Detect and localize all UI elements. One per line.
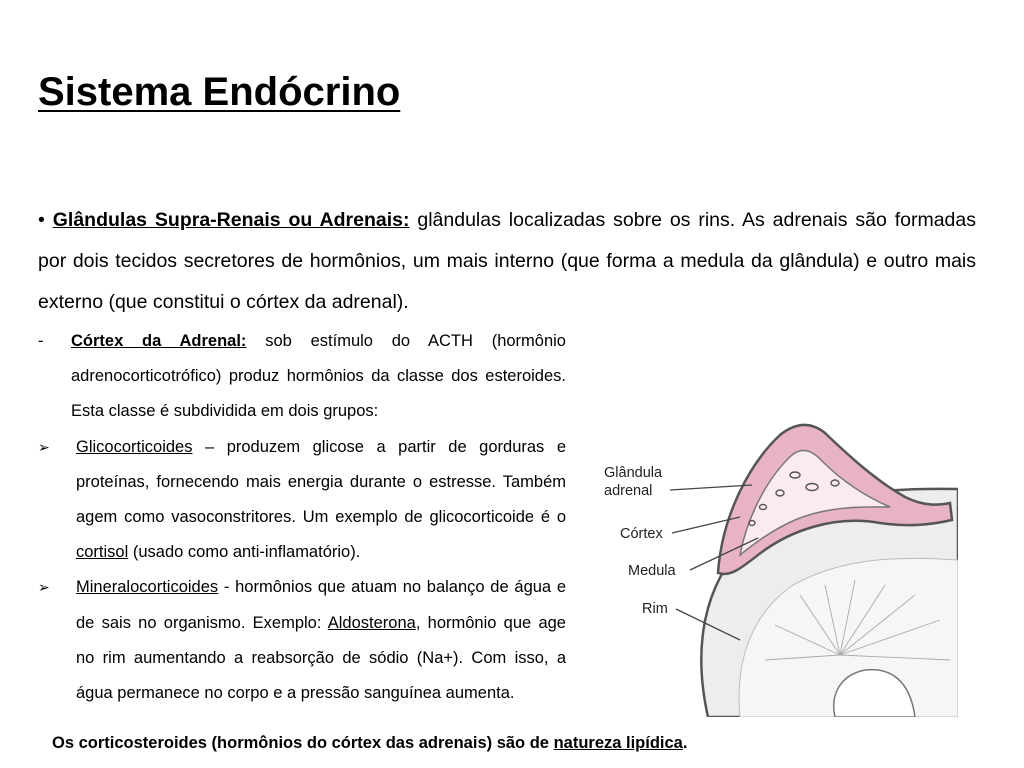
label-rim: Rim: [642, 601, 668, 617]
mineralocorticoides-text: - hormônios que atuam no balanço de água e de sais no organismo. Exemplo:: [76, 578, 566, 632]
glicocorticoides-text: – produzem glicose a partir de gorduras e proteínas, fornecendo mais energia durante o estresse. Também agem como vasoconstritores. Um exemplo de glicocorticoide é o: [76, 437, 566, 527]
glicocorticoides-term: Glicocorticoides: [76, 437, 193, 456]
cortisol-example: cortisol: [76, 543, 129, 562]
intro-bullet: •: [38, 209, 45, 231]
mineralocorticoides-term: Mineralocorticoides: [76, 578, 219, 597]
cortex-item: [38, 324, 566, 430]
label-medula: Medula: [628, 563, 676, 579]
footer-highlight: natureza lipídica: [553, 734, 683, 752]
mineralocorticoides-item: [38, 570, 566, 711]
footer-text: Os corticosteroides (hormônios do córtex das adrenais) são de: [52, 734, 549, 752]
label-cortex: Córtex: [620, 526, 663, 542]
adrenal-gland-diagram: [590, 395, 958, 717]
arrow-bullet-icon: ➢: [38, 579, 50, 596]
footer-period: .: [682, 734, 688, 752]
cortex-text: sob estímulo do ACTH (hormônio adrenocorticotrófico) produz hormônios da classe dos esteroides. Esta classe é subdividida em dois grupos:: [71, 332, 566, 421]
mineralocorticoides-text-end: , hormônio que age no rim aumentando a reabsorção de sódio (Na+). Com isso, a água permanece no corpo e a pressão sanguínea aumenta.: [76, 613, 566, 703]
intro-heading: Glândulas Supra-Renais ou Adrenais:: [52, 209, 410, 231]
label-adrenal: adrenal: [604, 483, 653, 499]
cortex-heading: Córtex da Adrenal:: [71, 332, 247, 350]
label-glandula: Glândula: [604, 465, 663, 481]
intro-text: glândulas localizadas sobre os rins. As adrenais são formadas por dois tecidos secretores de hormônios, um mais interno (que forma a medula da glândula) e outro mais externo (que constitui o córtex da adrenal).: [38, 209, 976, 313]
glicocorticoides-item: [38, 430, 566, 571]
slide-title: Sistema Endócrino: [38, 70, 401, 114]
glicocorticoides-text-end: (usado como anti-inflamatório).: [132, 543, 361, 562]
dash-marker: -: [38, 332, 44, 350]
hormone-list: [38, 324, 566, 711]
intro-paragraph: [38, 200, 976, 323]
arrow-bullet-icon: ➢: [38, 438, 50, 455]
footer-note: [52, 734, 687, 753]
aldosterona-example: Aldosterona: [327, 613, 416, 632]
adrenal-diagram-svg: [590, 395, 958, 717]
